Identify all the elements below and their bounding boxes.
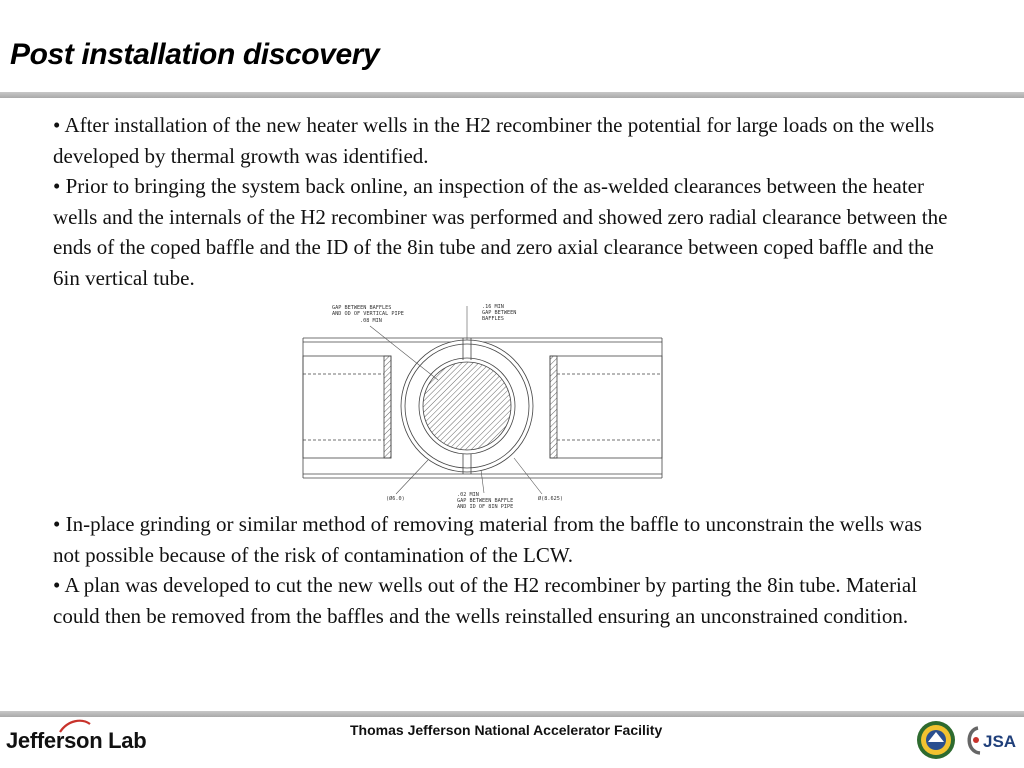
label-gap-od-1: GAP BETWEEN BAFFLES [332, 305, 392, 311]
engineering-drawing [300, 298, 665, 510]
bullet-item: • Prior to bringing the system back online, an inspection of the as-welded clearances between the heater wells and the internals of the H2 recombiner was performed and showed zero radial clearance between the ends of the coped baffle and the ID of the 8in tube and zero axial clearance between coped baffle and the 6in vertical tube. [53, 174, 948, 290]
doe-seal-icon [916, 720, 956, 760]
label-gap-baffles-2: GAP BETWEEN [482, 310, 517, 316]
bullet-item: • In-place grinding or similar method of removing material from the baffle to unconstrain the wells was not possible because of the risk of contamination of the LCW. [53, 512, 922, 567]
label-dia-8625: Ø(8.625) [538, 496, 563, 502]
label-gap-baffles-1: .16 MIN [482, 304, 504, 310]
label-gap-id-2: GAP BETWEEN BAFFLE [457, 498, 514, 504]
bullet-list-bottom [53, 509, 953, 631]
right-heater-well [550, 356, 662, 458]
footer-divider [0, 711, 1024, 717]
label-gap-od-2: AND OD OF VERTICAL PIPE [332, 311, 404, 317]
label-gap-id-1: .02 MIN [457, 492, 479, 498]
title-divider [0, 92, 1024, 98]
facility-name: Thomas Jefferson National Accelerator Facility [350, 722, 663, 738]
slide-title: Post installation discovery [10, 38, 380, 71]
label-gap-od-3: .08 MIN [360, 318, 382, 324]
left-heater-well [303, 356, 391, 458]
label-gap-id-3: AND ID OF 8IN PIPE [457, 504, 514, 510]
bullet-item: • After installation of the new heater wells in the H2 recombiner the potential for large loads on the wells developed by thermal growth was identified. [53, 113, 935, 168]
jsa-logo-icon [962, 720, 1020, 760]
bullet-item: • A plan was developed to cut the new wells out of the H2 recombiner by parting the 8in tube. Material could then be removed from the baffles and the wells reinstalled ensuring an unconstrained condition. [53, 573, 918, 628]
jsa-text: JSA [983, 732, 1017, 751]
jefferson-lab-logo: Jefferson Lab [6, 728, 147, 753]
label-dia-6: (Ø6.0) [386, 496, 405, 502]
bullet-list-top [53, 110, 953, 293]
label-gap-baffles-3: BAFFLES [482, 316, 504, 322]
vertical-pipe-section [423, 362, 511, 450]
